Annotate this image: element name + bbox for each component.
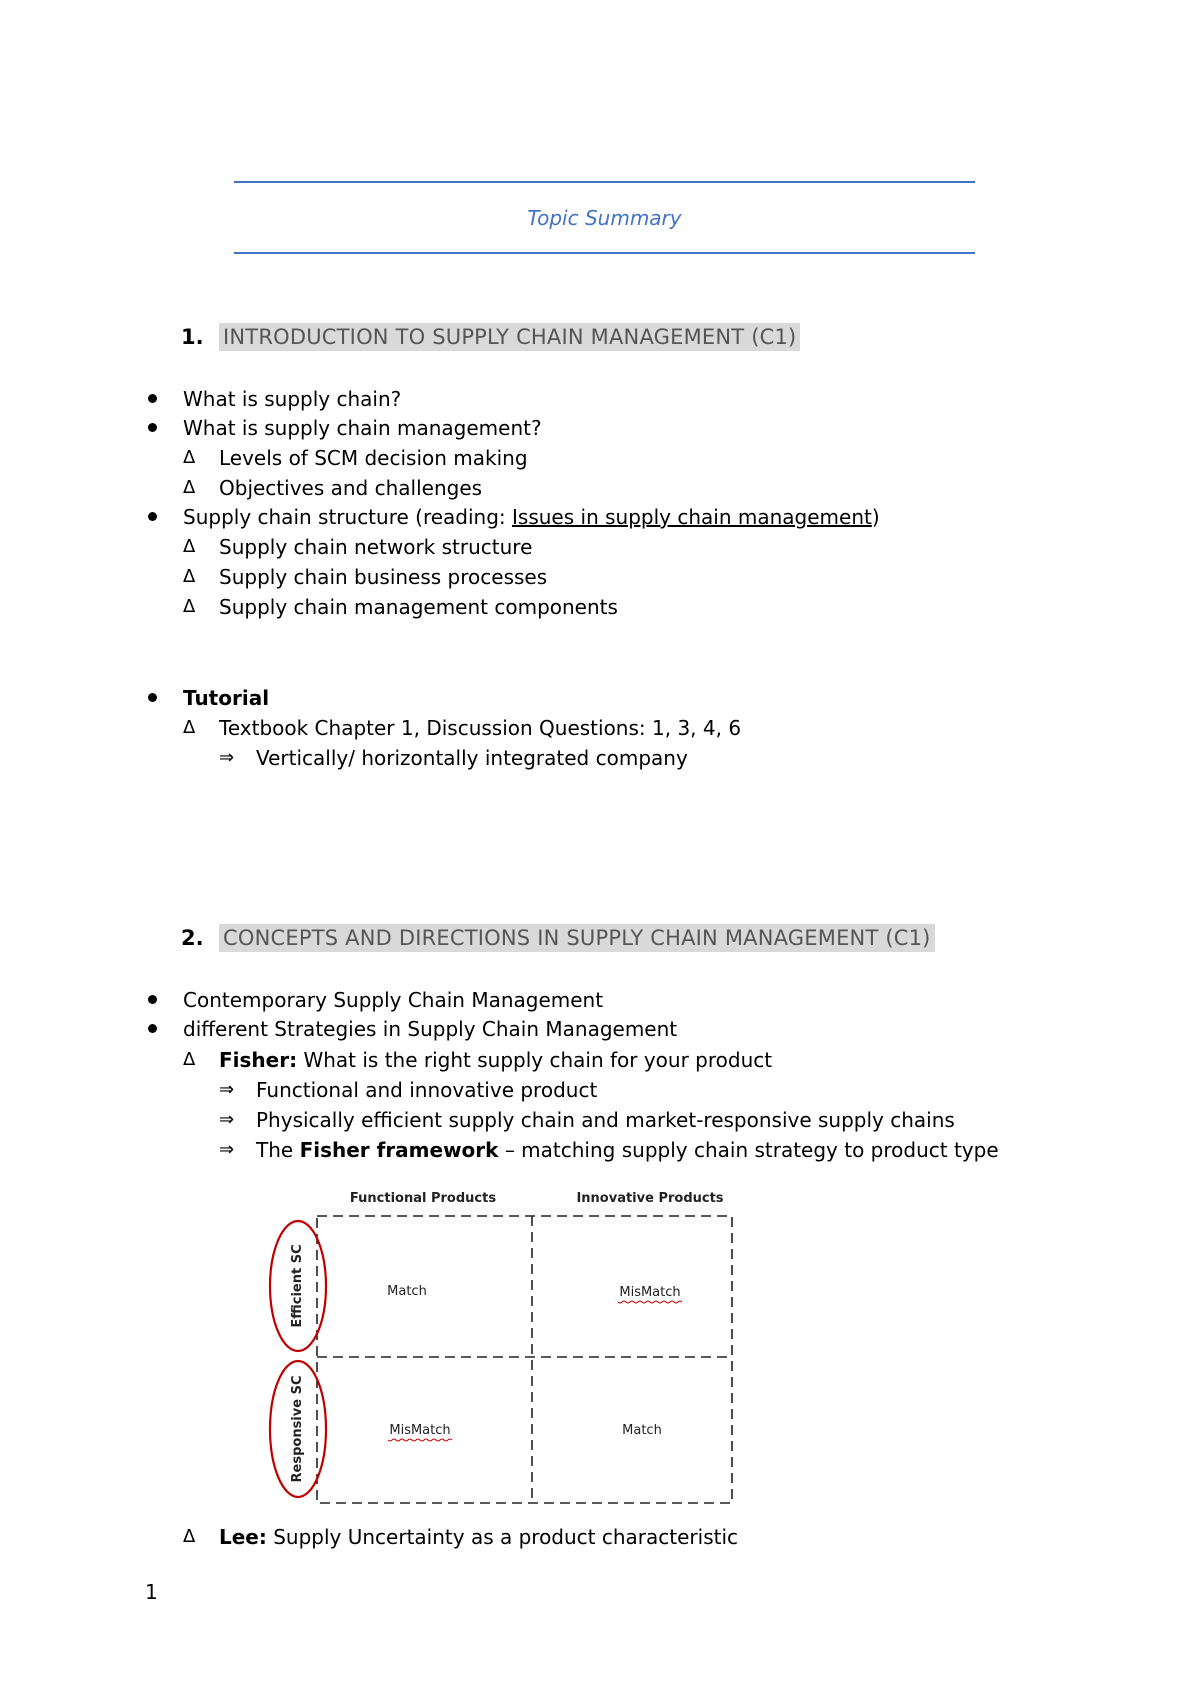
matrix-cell: Match: [387, 1284, 427, 1299]
bullet-icon: [148, 1024, 157, 1033]
section-1-heading: [181, 325, 800, 349]
matrix-col-header: Innovative Products: [576, 1191, 724, 1206]
item-text: ): [871, 505, 880, 529]
item-text: – matching supply chain strategy to product type: [498, 1138, 999, 1162]
list-item: Tutorial: [183, 686, 270, 710]
list-item: Textbook Chapter 1, Discussion Questions: 1, 3, 4, 6: [219, 716, 742, 740]
item-text: Supply Uncertainty as a product characteristic: [266, 1525, 739, 1549]
item-text: The: [256, 1138, 300, 1162]
list-item: Supply chain management components: [219, 595, 618, 619]
reading-link[interactable]: Issues in supply chain management: [512, 505, 872, 529]
header-rule-top: [234, 181, 975, 183]
arrow-icon: ⇒: [219, 747, 235, 768]
list-item: [183, 503, 880, 531]
delta-icon: Δ: [183, 536, 196, 557]
item-text: Supply chain structure (reading:: [183, 505, 513, 529]
delta-icon: Δ: [183, 1526, 196, 1547]
section-number: 2.: [181, 926, 204, 950]
bullet-icon: [148, 512, 157, 521]
matrix-row-header: Efficient SC: [290, 1244, 305, 1328]
delta-icon: Δ: [183, 1049, 196, 1070]
matrix-cell: MisMatch: [619, 1285, 681, 1300]
list-item: different Strategies in Supply Chain Management: [183, 1017, 678, 1041]
list-item: Levels of SCM decision making: [219, 446, 528, 470]
header-rule-bottom: [234, 252, 975, 254]
item-text: What is the right supply chain for your product: [297, 1048, 773, 1072]
spellcheck-squiggle: [388, 1439, 452, 1441]
page-title: Topic Summary: [527, 206, 682, 230]
list-item: Supply chain business processes: [219, 565, 548, 589]
item-label: Lee:: [219, 1525, 267, 1549]
bullet-icon: [148, 423, 157, 432]
list-item: Objectives and challenges: [219, 476, 483, 500]
delta-icon: Δ: [183, 447, 196, 468]
arrow-icon: ⇒: [219, 1139, 235, 1160]
list-item: Vertically/ horizontally integrated company: [256, 746, 688, 770]
page-number: 1: [145, 1580, 158, 1604]
matrix-cell: Match: [622, 1423, 662, 1438]
section-number: 1.: [181, 325, 204, 349]
fisher-matrix-figure: [260, 1185, 780, 1515]
matrix-row-header: Responsive SC: [290, 1375, 305, 1483]
list-item: Physically efficient supply chain and market-responsive supply chains: [256, 1108, 955, 1132]
list-item: [219, 1046, 772, 1074]
arrow-icon: ⇒: [219, 1109, 235, 1130]
delta-icon: Δ: [183, 717, 196, 738]
matrix-col-header: Functional Products: [349, 1191, 497, 1206]
spellcheck-squiggle: [618, 1301, 682, 1303]
list-item: [219, 1523, 738, 1551]
item-label: Fisher:: [219, 1048, 298, 1072]
delta-icon: Δ: [183, 566, 196, 587]
item-label: Fisher framework: [299, 1138, 499, 1162]
list-item: Supply chain network structure: [219, 535, 533, 559]
arrow-icon: ⇒: [219, 1079, 235, 1100]
list-item: Functional and innovative product: [256, 1078, 598, 1102]
list-item: What is supply chain?: [183, 387, 402, 411]
bullet-icon: [148, 693, 157, 702]
list-item: Contemporary Supply Chain Management: [183, 988, 604, 1012]
section-2-heading: [181, 926, 935, 950]
section-title: INTRODUCTION TO SUPPLY CHAIN MANAGEMENT (C1): [219, 323, 800, 351]
matrix-cell: MisMatch: [389, 1423, 451, 1438]
delta-icon: Δ: [183, 477, 196, 498]
delta-icon: Δ: [183, 596, 196, 617]
list-item: [256, 1136, 999, 1164]
list-item: What is supply chain management?: [183, 416, 542, 440]
bullet-icon: [148, 995, 157, 1004]
matrix-grid: [317, 1216, 732, 1503]
bullet-icon: [148, 394, 157, 403]
section-title: CONCEPTS AND DIRECTIONS IN SUPPLY CHAIN MANAGEMENT (C1): [219, 924, 935, 952]
